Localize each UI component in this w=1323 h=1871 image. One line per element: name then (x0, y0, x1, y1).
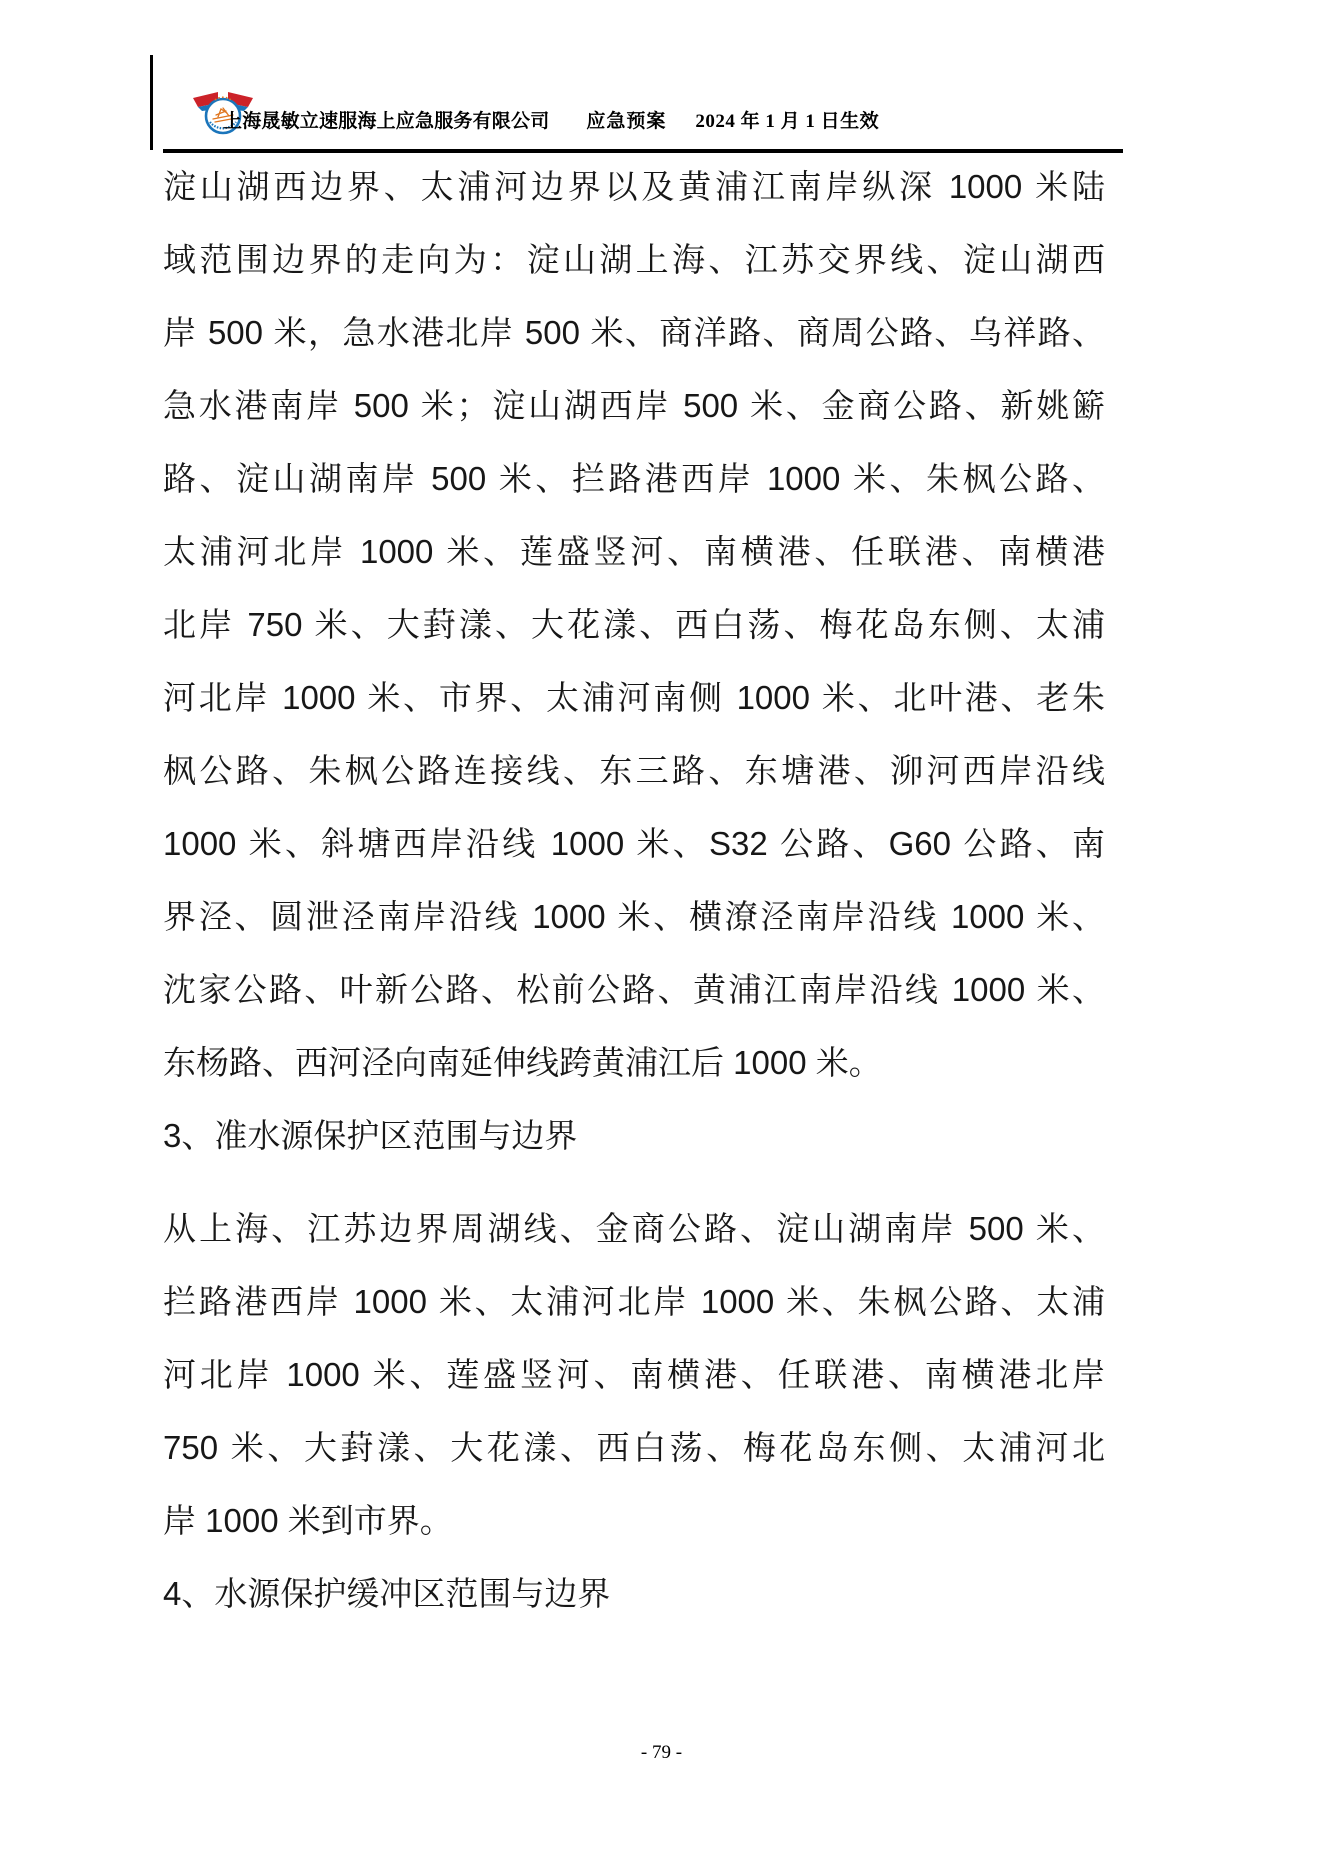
header-effective-date: 2024 年 1 月 1 日生效 (695, 111, 880, 132)
text-line: 太浦河北岸 1000 米、莲盛竖河、南横港、任联港、南横港 (163, 533, 1105, 570)
page-footer (0, 1742, 1323, 1764)
text-line: 北岸 750 米、大葑漾、大花漾、西白荡、梅花岛东侧、太浦 (163, 606, 1105, 643)
text-line: 沈家公路、叶新公路、松前公路、黄浦江南岸沿线 1000 米、 (163, 971, 1105, 1008)
header-title-line (223, 106, 879, 133)
text-line: 界泾、圆泄泾南岸沿线 1000 米、横潦泾南岸沿线 1000 米、 (163, 898, 1105, 935)
text-line: 拦路港西岸 1000 米、太浦河北岸 1000 米、朱枫公路、太浦 (163, 1283, 1105, 1320)
text-line: 域范围边界的走向为：淀山湖上海、江苏交界线、淀山湖西 (163, 241, 1105, 278)
paragraph-protection-zone-boundary (163, 150, 1105, 1099)
document-body (163, 150, 1105, 1630)
margin-change-bar (150, 55, 153, 150)
text-line: 淀山湖西边界、太浦河边界以及黄浦江南岸纵深 1000 米陆 (163, 168, 1105, 205)
section-heading-quasi-protection-zone: 3、准水源保护区范围与边界 (163, 1117, 578, 1154)
paragraph-quasi-protection-zone (163, 1192, 1105, 1557)
text-line: 枫公路、朱枫公路连接线、东三路、东塘港、泖河西岸沿线 (163, 752, 1105, 789)
text-line: 岸 1000 米到市界。 (163, 1502, 453, 1539)
text-line: 岸 500 米，急水港北岸 500 米、商洋路、商周公路、乌祥路、 (163, 314, 1105, 351)
text-line: 河北岸 1000 米、莲盛竖河、南横港、任联港、南横港北岸 (163, 1356, 1105, 1393)
text-line: 东杨路、西河泾向南延伸线跨黄浦江后 1000 米。 (163, 1044, 882, 1081)
section-heading-buffer-zone: 4、水源保护缓冲区范围与边界 (163, 1575, 611, 1612)
text-line: 急水港南岸 500 米；淀山湖西岸 500 米、金商公路、新姚簖 (163, 387, 1105, 424)
header-doc-type: 应急预案 (586, 111, 667, 132)
text-line: 750 米、大葑漾、大花漾、西白荡、梅花岛东侧、太浦河北 (163, 1429, 1105, 1466)
text-line: 河北岸 1000 米、市界、太浦河南侧 1000 米、北叶港、老朱 (163, 679, 1105, 716)
text-line: 从上海、江苏边界周湖线、金商公路、淀山湖南岸 500 米、 (163, 1210, 1105, 1247)
page-number: - 79 - (640, 1742, 683, 1763)
header-company-name: 上海晟敏立速服海上应急服务有限公司 (223, 111, 550, 132)
text-line: 路、淀山湖南岸 500 米、拦路港西岸 1000 米、朱枫公路、 (163, 460, 1105, 497)
text-line: 1000 米、斜塘西岸沿线 1000 米、S32 公路、G60 公路、南 (163, 825, 1105, 862)
